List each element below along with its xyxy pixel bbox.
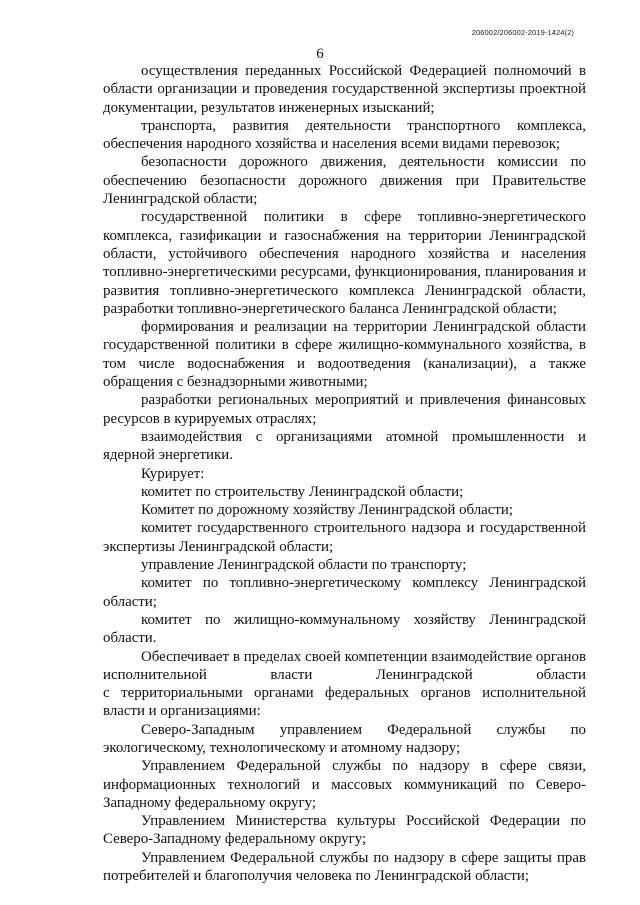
document-id: 206002/206002-2019-1424(2) [471,28,574,37]
paragraph-19: Управлением Министерства культуры Российской Федерации по Северо-Западному федеральному округу; [103,813,586,848]
paragraph-14: комитет по жилищно-коммунальному хозяйству Ленинградской области. [103,611,586,647]
paragraph-16: с территориальными органами федеральных органов исполнительной власти и организациями: [103,685,586,720]
paragraph-9: комитет по строительству Ленинградской области; [141,483,464,500]
paragraph-13: комитет по топливно-энергетическому комплексу Ленинградской области; [103,575,586,610]
paragraph-17: Северо-Западным управлением Федеральной службы по экологическому, технологическому и атомному надзору; [103,721,586,756]
paragraph-10: Комитет по дорожному хозяйству Ленинградской области; [141,502,513,519]
paragraph-5: формирования и реализации на территории Ленинградской области государственной политики в сфере жилищно-коммунального хозяйства, в том числе водоснабжения и водоотведения (канализации), а также обращения с безнадзорными животными; [103,319,586,391]
paragraph-8: Курирует: [141,465,205,482]
paragraph-2: транспорта, развития деятельности транспортного комплекса, обеспечения народного хозяйства и населения всеми видами перевозок; [103,117,586,153]
document-body [103,62,586,885]
paragraph-7: взаимодействия с организациями атомной промышленности и ядерной энергетики. [103,428,586,464]
paragraph-18: Управлением Федеральной службы по надзору в сфере связи, информационных технологий и массовых коммуникаций по Северо-Западному федеральному округу; [103,758,586,811]
paragraph-11: комитет государственного строительного надзора и государственной экспертизы Ленинградской области; [103,520,586,555]
paragraph-15: Обеспечивает в пределах своей компетенции взаимодействие органов исполнительной власти Ленинградской области [103,648,586,683]
paragraph-20: Управлением Федеральной службы по надзору в сфере защиты прав потребителей и благополучия человека по Ленинградской области; [103,849,586,885]
paragraph-4: государственной политики в сфере топливно-энергетического комплекса, газификации и газоснабжения на территории Ленинградской области, устойчивого обеспечения народного хозяйства и населения топливно-энергетическими ресурсами, функционирования, планирования и развития топливно-энергетического комплекса Ленинградской области, разработки топливно-энергетического баланса Ленинградской области; [103,209,586,317]
paragraph-6: разработки региональных мероприятий и привлечения финансовых ресурсов в курируемых отраслях; [103,392,586,427]
paragraph-1: осуществления переданных Российской Федерацией полномочий в области организации и проведения государственной экспертизы проектной документации, результатов инженерных изысканий; [103,63,586,116]
paragraph-3: безопасности дорожного движения, деятельности комиссии по обеспечению безопасности дорожного движения при Правительстве Ленинградской области; [103,154,586,208]
page-number: 6 [316,46,324,62]
paragraph-12: управление Ленинградской области по транспорту; [141,557,467,574]
